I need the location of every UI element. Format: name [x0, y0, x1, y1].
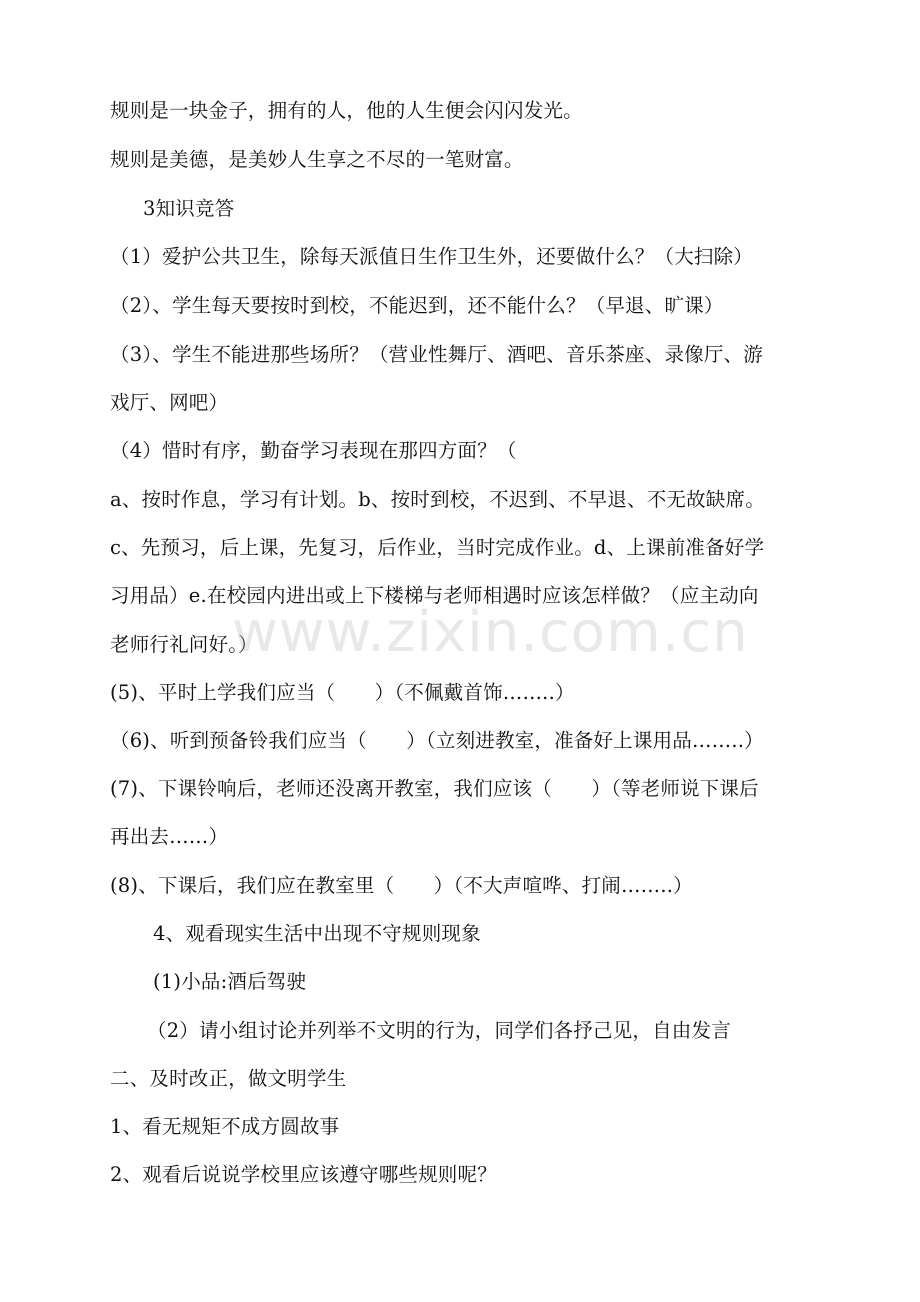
sub-item-skit: (1)小品:酒后驾驶 — [153, 970, 307, 993]
quiz-question-6: （6)、听到预备铃我们应当（ ）（立刻进教室，准备好上课用品……..） — [110, 729, 764, 752]
text-line-2: 规则是美德，是美妙人生享之不尽的一笔财富。 — [110, 148, 524, 171]
section-heading-knowledge-quiz: 3知识竞答 — [143, 197, 235, 220]
section-heading-watch-behavior: 4、观看现实生活中出现不守规则现象 — [153, 922, 481, 945]
quiz-question-7-continued: 再出去……） — [110, 825, 229, 848]
quiz-question-5: (5)、平时上学我们应当（ ）（不佩戴首饰……..） — [110, 681, 575, 704]
text-line-1: 规则是一块金子，拥有的人，他的人生便会闪闪发光。 — [110, 99, 583, 122]
quiz-answer-4-e: 习用品）e.在校园内进出或上下楼梯与老师相遇时应该怎样做？（应主动向 — [110, 584, 759, 607]
item-school-rules: 2、观看后说说学校里应该遵守哪些规则呢？ — [110, 1163, 497, 1186]
quiz-answer-4-a-b: a、按时作息，学习有计划。b、按时到校，不迟到、不早退、不无故缺席。 — [110, 488, 765, 511]
quiz-question-4: （4）惜时有序，勤奋学习表现在那四方面？（ — [110, 439, 517, 462]
quiz-answer-4-c-d: c、先预习，后上课，先复习，后作业，当时完成作业。d、上课前准备好学 — [110, 536, 765, 559]
quiz-question-2: （2）、学生每天要按时到校，不能迟到，还不能什么？（早退、旷课） — [110, 294, 724, 317]
quiz-answer-4-e-continued: 老师行礼问好。） — [110, 633, 258, 656]
quiz-question-3: （3）、学生不能进那些场所？（营业性舞厅、酒吧、音乐茶座、录像厅、游 — [110, 343, 763, 366]
quiz-question-7: (7)、下课铃响后，老师还没离开教室，我们应该（ ）（等老师说下课后 — [110, 777, 759, 800]
quiz-question-8: (8)、下课后，我们应在教室里（ ）（不大声喧哗、打闹……..） — [110, 874, 693, 897]
section-heading-correct-behavior: 二、及时改正，做文明学生 — [110, 1067, 347, 1090]
quiz-question-1: （1）爱护公共卫生，除每天派值日生作卫生外，还要做什么？（大扫除） — [110, 245, 754, 268]
watermark: www.zixin.com.cn — [232, 600, 749, 665]
sub-item-group-discussion: （2）请小组讨论并列举不文明的行为，同学们各抒己见，自由发言 — [147, 1019, 731, 1042]
quiz-question-3-continued: 戏厅、网吧） — [110, 391, 229, 414]
item-story: 1、看无规矩不成方圆故事 — [110, 1115, 340, 1138]
